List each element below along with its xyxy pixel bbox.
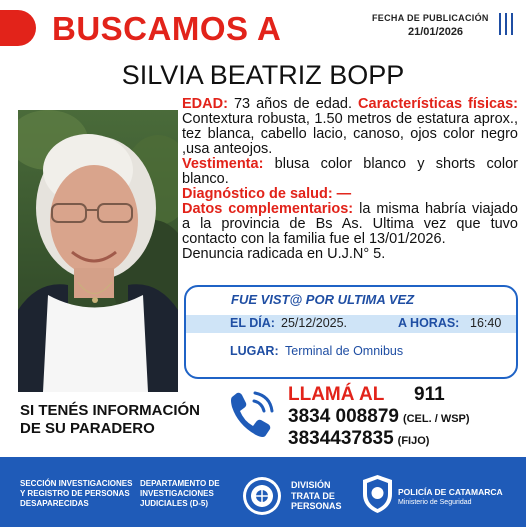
footer-div-line-3: PERSONAS — [291, 501, 342, 511]
header-red-tab — [0, 10, 36, 46]
footer-sec-line-2: Y REGISTRO DE PERSONAS — [20, 489, 130, 498]
phone-1-note: (CEL. / WSP) — [402, 413, 470, 425]
last-seen-hour-value: 16:40 — [470, 316, 502, 330]
footer-sec-line-1: SECCIÓN INVESTIGACIONES — [20, 479, 133, 488]
features-value: Contextura robusta, 1.50 metros de estatura aprox., tez blanca, cabello lacio, canoso, ojos color negro ,usa anteojos. — [182, 111, 518, 157]
extra-label: Datos complementarios: — [182, 201, 354, 217]
footer-division — [291, 480, 351, 512]
phone-1[interactable] — [288, 406, 470, 428]
police-shield-icon — [361, 474, 394, 514]
footer-police: POLICÍA DE CATAMARCA — [398, 487, 503, 497]
phone-2[interactable] — [288, 428, 429, 450]
footer-div-line-1: DIVISIÓN — [291, 480, 331, 490]
footer-dep-line-2: INVESTIGACIONES — [140, 489, 214, 498]
health-label: Diagnóstico de salud: — — [182, 186, 352, 202]
phone-2-note: (FIJO) — [397, 435, 430, 447]
phone-1-number[interactable]: 3834 008879 — [288, 406, 399, 427]
page-title: BUSCAMOS A — [52, 10, 282, 47]
footer-dep-line-1: DEPARTAMENTO DE — [140, 479, 220, 488]
footer-section-investigations — [20, 479, 138, 509]
footer-dep-line-3: JUDICIALES (D-5) — [140, 499, 209, 508]
info-line-1: SI TENÉS INFORMACIÓN — [20, 402, 201, 419]
complaint-text: Denuncia radicada en U.J.N° 5. — [182, 246, 386, 262]
footer-bar — [0, 457, 526, 527]
last-seen-day-value: 25/12/2025. — [281, 316, 348, 330]
last-seen-title: FUE VIST@ POR ULTIMA VEZ — [231, 292, 415, 307]
clothing-label: Vestimenta: — [182, 156, 264, 172]
publication-date: 21/01/2026 — [408, 26, 464, 38]
decorative-bars-icon — [499, 13, 513, 35]
call-label: LLAMÁ AL — [288, 384, 385, 405]
clothing-value: blusa color blanco y shorts color blanco. — [182, 156, 518, 187]
info-prompt — [20, 402, 200, 438]
footer-sec-line-3: DESAPARECIDAS — [20, 499, 89, 508]
phone-icon — [226, 389, 276, 441]
last-seen-hour-label: A HORAS: — [398, 316, 460, 330]
age-label: EDAD: — [182, 96, 228, 112]
last-seen-day-label: EL DÍA: — [230, 316, 275, 330]
phone-2-number[interactable]: 3834437835 — [288, 428, 394, 449]
footer-ministry: Ministerio de Seguridad — [398, 499, 472, 506]
trata-badge-icon — [242, 476, 282, 516]
features-label: Características físicas: — [358, 96, 519, 112]
last-seen-place-label: LUGAR: — [230, 344, 279, 358]
missing-person-name: SILVIA BEATRIZ BOPP — [121, 60, 405, 90]
person-details — [182, 97, 518, 262]
extra-value: la misma habría viajado a la provincia de Bs As. Ultima vez que tuvo contacto con la familia fue el 13/01/2026. — [182, 201, 518, 247]
footer-department — [140, 479, 240, 509]
last-seen-box — [184, 285, 518, 379]
info-line-2: DE SU PARADERO — [20, 420, 155, 437]
emergency-number[interactable]: 911 — [414, 384, 445, 405]
missing-person-photo — [18, 110, 178, 392]
age-value: 73 años de edad. — [233, 96, 352, 112]
publication-date-label: FECHA DE PUBLICACIÓN — [372, 13, 489, 23]
last-seen-place-value: Terminal de Omnibus — [285, 344, 404, 358]
footer-div-line-2: TRATA DE — [291, 490, 335, 501]
